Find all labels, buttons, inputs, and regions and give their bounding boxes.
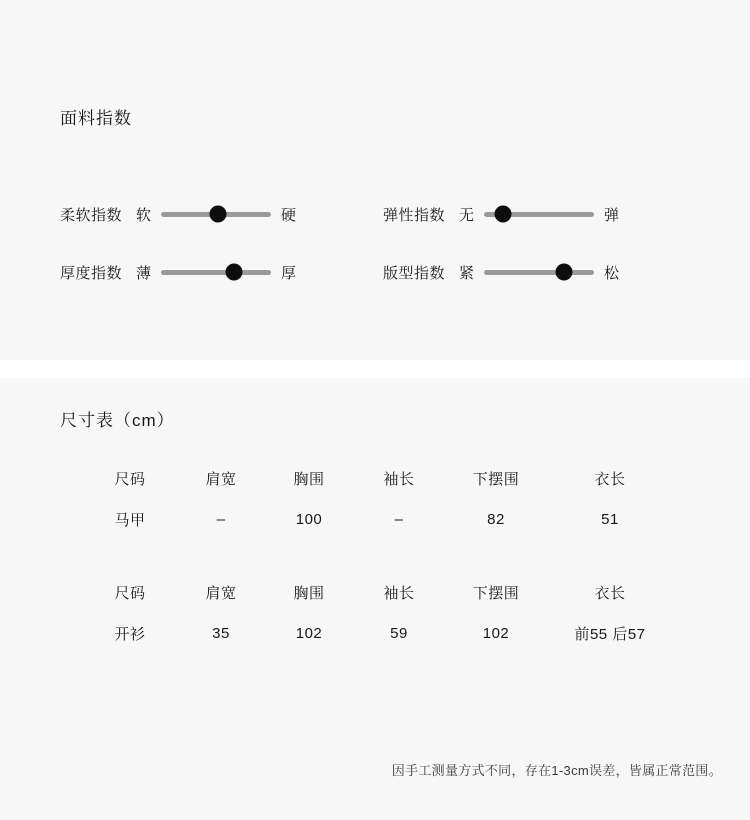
table-header-cell: 袖长: [383, 585, 415, 602]
table-header-cell: 肩宽: [205, 585, 237, 602]
slider-max-label-fit: 松: [604, 264, 620, 282]
slider-min-label-elasticity: 无: [459, 206, 475, 224]
table-header-cell: 袖长: [383, 471, 415, 488]
slider-knob-fit[interactable]: [556, 264, 573, 281]
table-cell: 35: [212, 625, 230, 642]
table-cell: 100: [295, 511, 323, 528]
fabric-slider-softness[interactable]: [60, 202, 296, 226]
slider-track-fit[interactable]: [484, 270, 594, 275]
table-header-cell: 衣长: [594, 471, 626, 488]
table-row: [82, 499, 672, 540]
table-cell: 82: [487, 511, 505, 528]
slider-min-label-fit: 紧: [459, 264, 475, 282]
table-header-cell: 衣长: [594, 585, 626, 602]
table-header-cell: 下摆围: [472, 471, 520, 488]
table-header-cell: 下摆围: [472, 585, 520, 602]
slider-knob-elasticity[interactable]: [494, 206, 511, 223]
table-header-cell: 胸围: [293, 585, 325, 602]
fabric-index-panel: [0, 0, 750, 360]
table-header-cell: 肩宽: [205, 471, 237, 488]
slider-knob-softness[interactable]: [210, 206, 227, 223]
table-cell: 前55 后57: [574, 626, 646, 643]
table-cell: 102: [295, 625, 323, 642]
table-cell: 开衫: [114, 626, 146, 643]
slider-label-elasticity: 弹性指数: [383, 206, 446, 224]
slider-knob-thickness[interactable]: [225, 264, 242, 281]
table-header-cell: 尺码: [114, 471, 146, 488]
slider-max-label-thickness: 厚: [281, 264, 297, 282]
table-cell: 102: [482, 625, 510, 642]
size-table-vest: [82, 458, 672, 540]
fabric-index-title: 面料指数: [60, 109, 132, 128]
measurement-disclaimer: 因手工测量方式不同，存在1-3cm误差，皆属正常范围。: [391, 763, 722, 778]
slider-label-fit: 版型指数: [383, 264, 446, 282]
slider-track-elasticity[interactable]: [484, 212, 594, 217]
table-cell: 马甲: [114, 512, 146, 529]
slider-min-label-thickness: 薄: [136, 264, 152, 282]
fabric-slider-elasticity[interactable]: [383, 202, 619, 226]
table-header-cell: 尺码: [114, 585, 146, 602]
slider-track-thickness[interactable]: [161, 270, 271, 275]
slider-label-thickness: 厚度指数: [60, 264, 123, 282]
fabric-slider-fit[interactable]: [383, 260, 619, 284]
slider-track-softness[interactable]: [161, 212, 271, 217]
table-cell: –: [394, 511, 404, 528]
size-chart-title: 尺寸表（cm）: [60, 411, 175, 430]
slider-max-label-elasticity: 弹: [604, 206, 620, 224]
table-header-row: [82, 458, 672, 499]
slider-min-label-softness: 软: [136, 206, 152, 224]
table-header-row: [82, 572, 672, 613]
table-header-cell: 胸围: [293, 471, 325, 488]
slider-max-label-softness: 硬: [281, 206, 297, 224]
table-cell: –: [216, 511, 226, 528]
table-cell: 51: [601, 511, 619, 528]
slider-label-softness: 柔软指数: [60, 206, 123, 224]
table-row: [82, 613, 672, 654]
fabric-slider-thickness[interactable]: [60, 260, 296, 284]
table-cell: 59: [390, 625, 408, 642]
size-table-cardigan: [82, 572, 672, 654]
